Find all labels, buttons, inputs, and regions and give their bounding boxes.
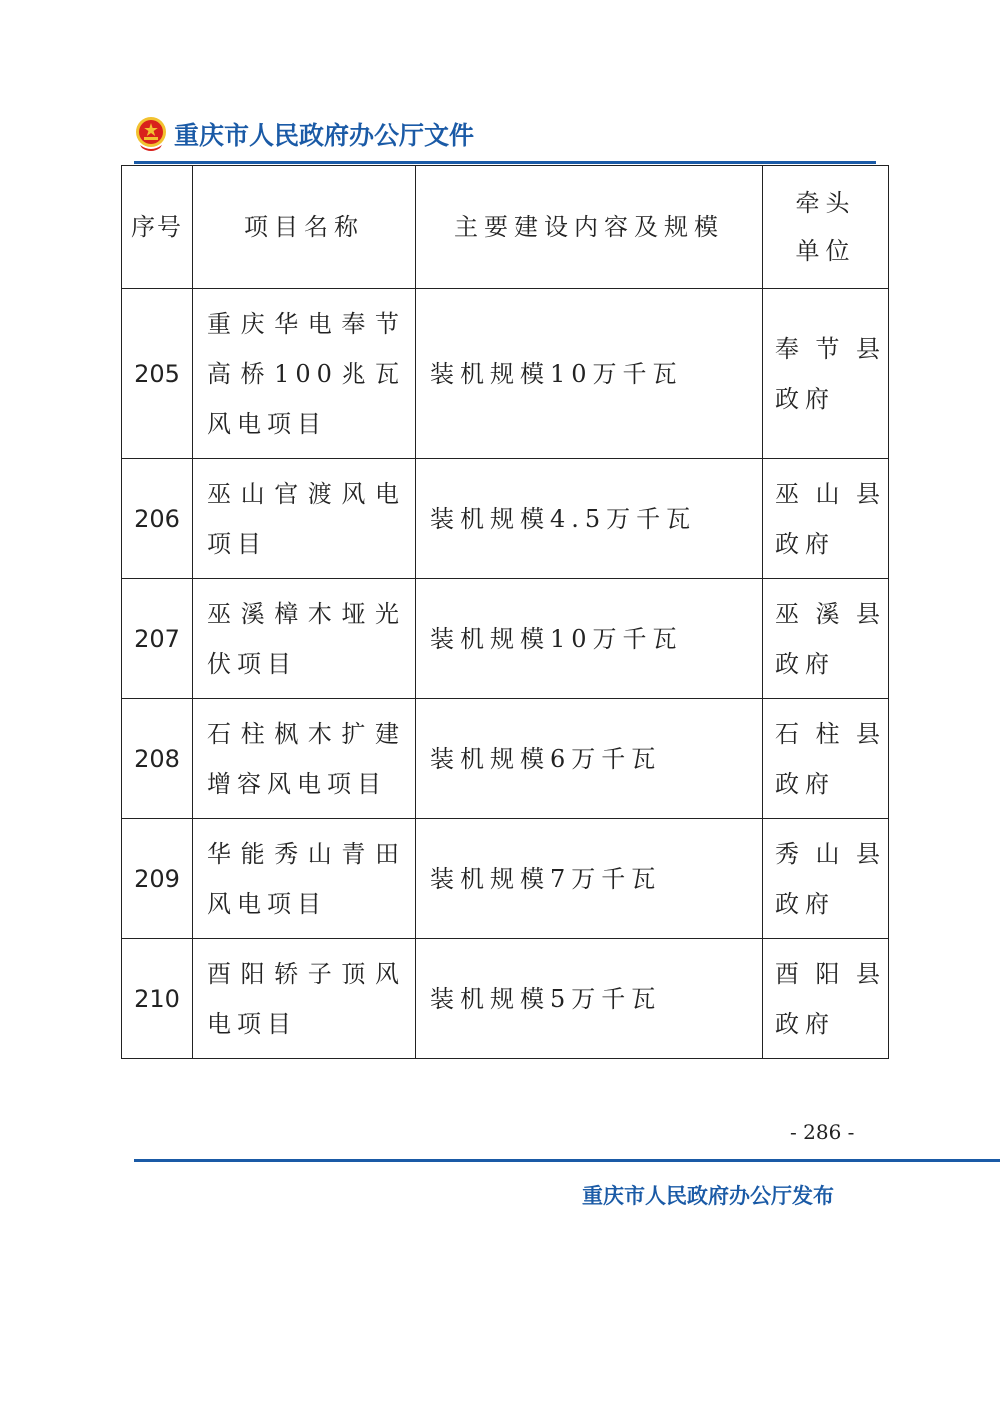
table-row xyxy=(122,939,889,1059)
table-row xyxy=(122,699,889,819)
lead-unit xyxy=(763,819,889,939)
project-table xyxy=(121,165,889,1059)
project-name: 重庆华电奉节高桥100兆瓦风电项目 xyxy=(193,289,416,459)
unit-char: 山 xyxy=(815,479,840,508)
lead-unit xyxy=(763,459,889,579)
unit-char: 巫 xyxy=(775,479,799,508)
table-row xyxy=(122,819,889,939)
unit-suffix: 政府 xyxy=(775,889,835,918)
unit-char: 节 xyxy=(815,334,840,363)
page-number: - 286 - xyxy=(790,1120,855,1144)
unit-suffix: 政府 xyxy=(775,769,835,798)
lead-unit xyxy=(763,699,889,819)
table-header-row xyxy=(122,166,889,289)
project-content: 装机规模4.5万千瓦 xyxy=(416,459,763,579)
row-number: 206 xyxy=(122,459,193,579)
lead-unit xyxy=(763,579,889,699)
row-number: 207 xyxy=(122,579,193,699)
column-header-unit: 牵头单位 xyxy=(763,166,889,289)
row-number: 210 xyxy=(122,939,193,1059)
column-header-no: 序号 xyxy=(122,166,193,289)
row-number: 208 xyxy=(122,699,193,819)
row-number: 205 xyxy=(122,289,193,459)
unit-suffix: 政府 xyxy=(775,384,835,413)
unit-char: 县 xyxy=(856,334,880,363)
unit-suffix: 政府 xyxy=(775,529,835,558)
project-name: 巫溪樟木垭光伏项目 xyxy=(193,579,416,699)
unit-char: 县 xyxy=(856,479,880,508)
column-header-name: 项目名称 xyxy=(193,166,416,289)
unit-char: 县 xyxy=(856,839,880,868)
project-name: 华能秀山青田风电项目 xyxy=(193,819,416,939)
project-name: 巫山官渡风电项目 xyxy=(193,459,416,579)
lead-unit xyxy=(763,939,889,1059)
project-name: 石柱枫木扩建增容风电项目 xyxy=(193,699,416,819)
project-content: 装机规模5万千瓦 xyxy=(416,939,763,1059)
column-header-content: 主要建设内容及规模 xyxy=(416,166,763,289)
table-row xyxy=(122,289,889,459)
unit-char: 巫 xyxy=(775,599,799,628)
unit-char: 县 xyxy=(856,719,880,748)
project-content: 装机规模10万千瓦 xyxy=(416,289,763,459)
table-row xyxy=(122,459,889,579)
national-emblem-icon xyxy=(134,115,168,153)
document-header xyxy=(134,112,474,156)
unit-char: 阳 xyxy=(815,959,840,988)
unit-suffix: 政府 xyxy=(775,1009,835,1038)
unit-suffix: 政府 xyxy=(775,649,835,678)
publisher-footer: 重庆市人民政府办公厅发布 xyxy=(582,1184,834,1208)
unit-char: 酉 xyxy=(775,959,799,988)
unit-char: 县 xyxy=(856,959,880,988)
unit-char: 石 xyxy=(775,719,799,748)
project-content: 装机规模6万千瓦 xyxy=(416,699,763,819)
unit-char: 奉 xyxy=(775,334,799,363)
unit-char: 秀 xyxy=(775,839,799,868)
unit-char: 山 xyxy=(815,839,840,868)
table-row xyxy=(122,579,889,699)
project-name: 酉阳轿子顶风电项目 xyxy=(193,939,416,1059)
unit-char: 县 xyxy=(856,599,880,628)
header-divider xyxy=(134,161,876,164)
row-number: 209 xyxy=(122,819,193,939)
footer-divider xyxy=(134,1159,1000,1162)
unit-char: 溪 xyxy=(815,599,840,628)
lead-unit xyxy=(763,289,889,459)
project-content: 装机规模10万千瓦 xyxy=(416,579,763,699)
project-content: 装机规模7万千瓦 xyxy=(416,819,763,939)
unit-char: 柱 xyxy=(815,719,840,748)
header-title: 重庆市人民政府办公厅文件 xyxy=(174,121,475,150)
